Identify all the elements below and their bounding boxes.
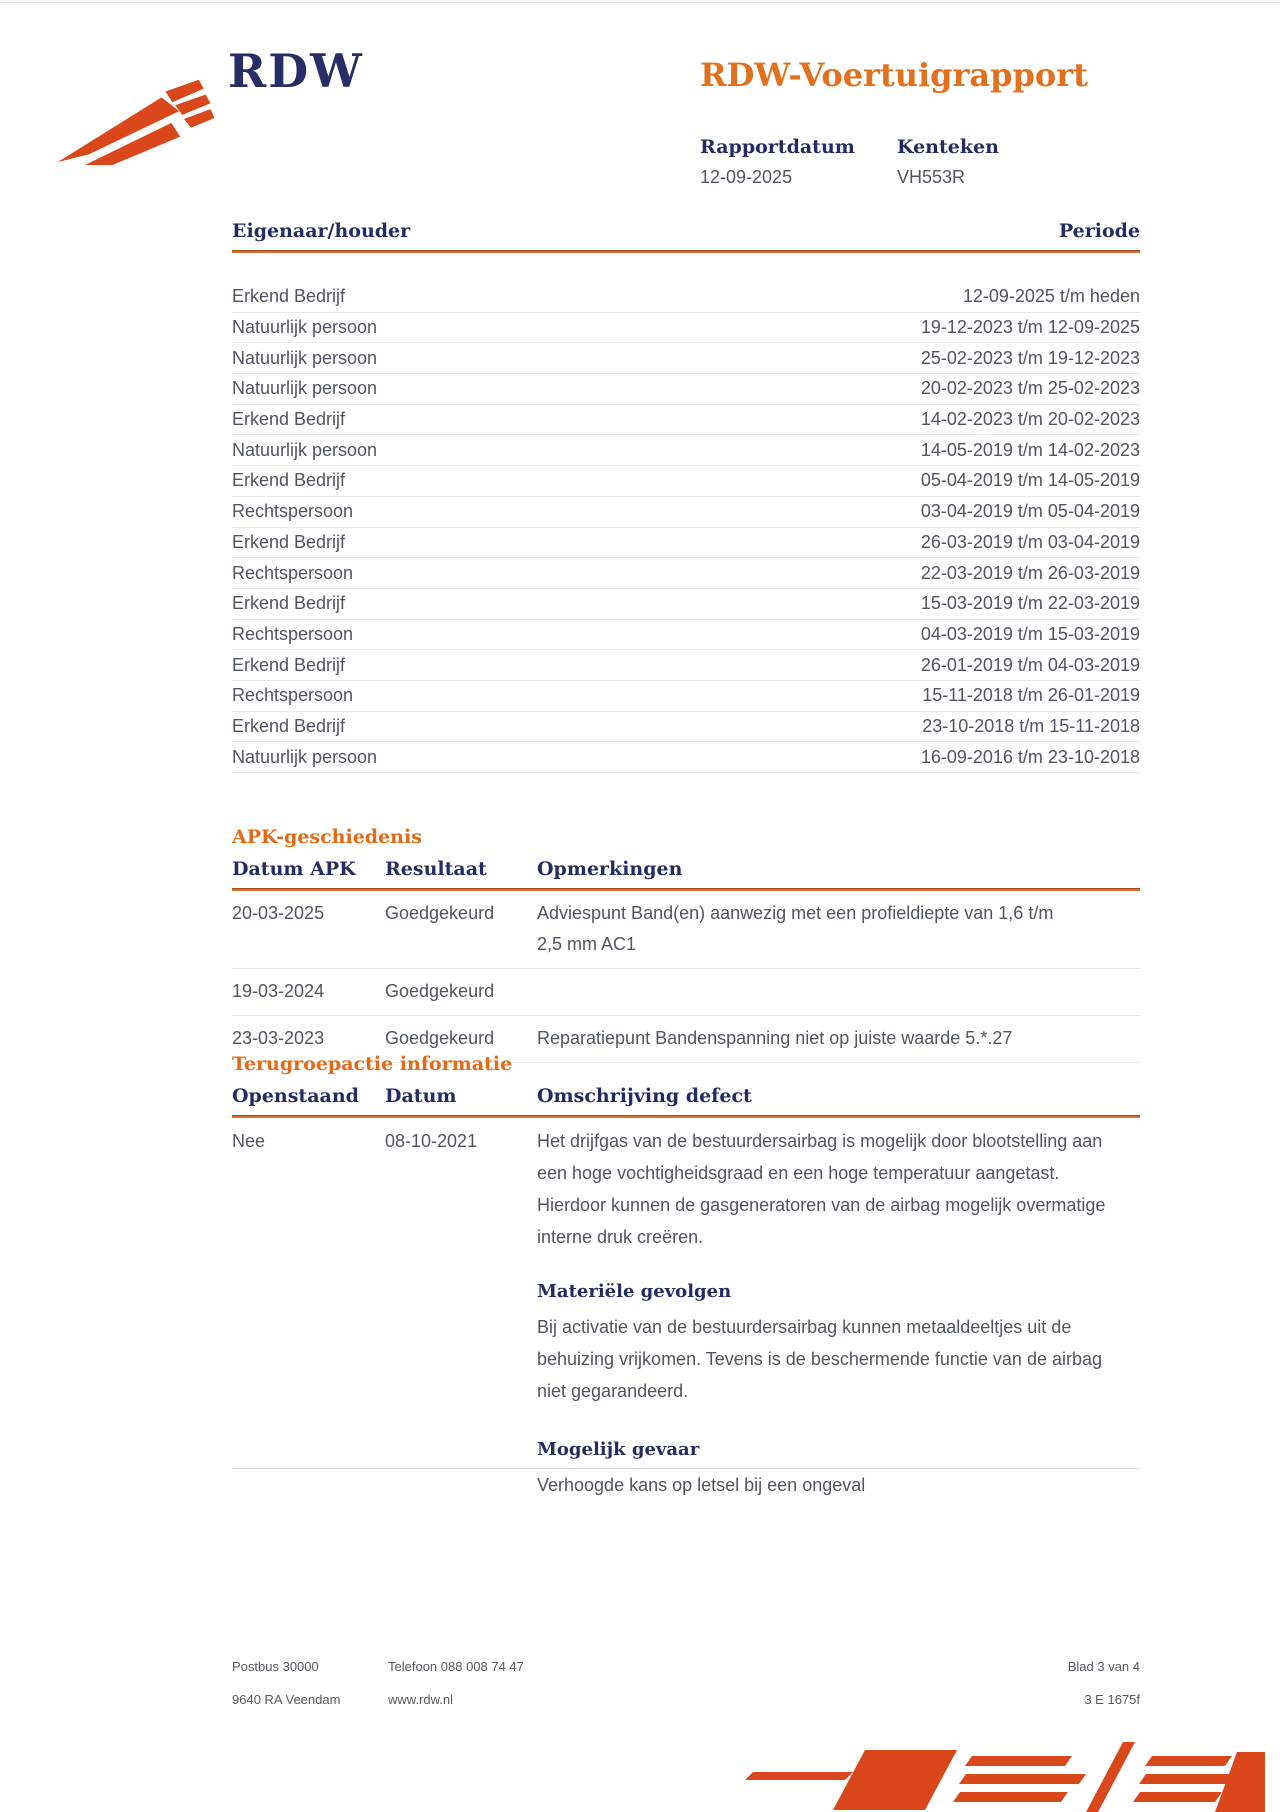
- recall-table-header: [232, 1085, 1140, 1107]
- owner-period: 15-03-2019 t/m 22-03-2019: [920, 593, 1140, 614]
- apk-section: [232, 826, 1140, 1063]
- recall-col-description: Omschrijving defect: [537, 1085, 752, 1107]
- owner-type: Rechtspersoon: [232, 685, 354, 706]
- rdw-wing-logo-icon: [55, 68, 223, 166]
- top-divider: [0, 2, 1280, 3]
- owner-section: [232, 220, 1140, 773]
- owner-period: 22-03-2019 t/m 26-03-2019: [920, 562, 1140, 583]
- owner-type: Erkend Bedrijf: [232, 409, 346, 430]
- report-date-label: Rapportdatum: [700, 136, 855, 158]
- owner-type: Natuurlijk persoon: [232, 746, 378, 767]
- owner-type: Erkend Bedrijf: [232, 593, 346, 614]
- recall-col-date: Datum: [385, 1085, 457, 1107]
- owner-type: Rechtspersoon: [232, 623, 354, 644]
- rdw-footer-stripes-icon: [745, 1740, 1265, 1812]
- owner-row: [232, 742, 1140, 773]
- owner-row: [232, 497, 1140, 528]
- apk-date: 20-03-2025: [232, 903, 325, 923]
- owner-type: Natuurlijk persoon: [232, 378, 378, 399]
- footer-phone: Telefoon 088 008 74 47: [388, 1659, 524, 1674]
- apk-col-date: Datum APK: [232, 858, 356, 880]
- apk-section-title: APK-geschiedenis: [232, 826, 422, 848]
- owner-period: 23-10-2018 t/m 15-11-2018: [922, 715, 1140, 736]
- owner-type: Erkend Bedrijf: [232, 470, 346, 491]
- apk-result: Goedgekeurd: [385, 1028, 495, 1048]
- apk-result: Goedgekeurd: [385, 981, 495, 1001]
- owner-type: Erkend Bedrijf: [232, 715, 346, 736]
- owner-period: 03-04-2019 t/m 05-04-2019: [920, 501, 1140, 522]
- owner-row: [232, 435, 1140, 466]
- apk-col-remarks: Opmerkingen: [537, 858, 683, 880]
- owner-type: Natuurlijk persoon: [232, 317, 378, 338]
- apk-remark: Reparatiepunt Bandenspanning niet op juiste waarde 5.*.27: [537, 1028, 1013, 1048]
- recall-open-value: Nee: [232, 1131, 266, 1151]
- recall-description-block: [537, 1125, 1127, 1501]
- section-rule: [232, 250, 1140, 253]
- owner-period: 04-03-2019 t/m 15-03-2019: [920, 623, 1140, 644]
- period-column-header: Periode: [1058, 220, 1140, 242]
- recall-defect-description: Het drijfgas van de bestuurdersairbag is mogelijk door blootstelling aan een hoge vochtigheidsgraad en een hoge temperatuur aangetast. Hierdoor kunnen de gasgeneratoren van de airbag mogelijk overmatige interne druk creëren.: [537, 1131, 1106, 1247]
- owner-period: 12-09-2025 t/m heden: [962, 286, 1140, 307]
- recall-section-title: Terugroepactie informatie: [232, 1053, 513, 1075]
- rdw-wordmark: RDW: [228, 44, 364, 98]
- owner-period: 14-02-2023 t/m 20-02-2023: [920, 409, 1140, 430]
- owner-type: Rechtspersoon: [232, 562, 354, 583]
- page-footer: [232, 1658, 1140, 1709]
- owner-period: 26-01-2019 t/m 04-03-2019: [920, 654, 1140, 675]
- owner-period: 16-09-2016 t/m 23-10-2018: [920, 746, 1140, 767]
- footer-address-line2: 9640 RA Veendam: [232, 1692, 341, 1707]
- owner-period: 25-02-2023 t/m 19-12-2023: [920, 347, 1140, 368]
- owner-row: [232, 528, 1140, 559]
- owner-section-title: Eigenaar/houder: [232, 220, 411, 242]
- recall-danger-title: Mogelijk gevaar: [537, 1439, 700, 1460]
- owner-period: 19-12-2023 t/m 12-09-2025: [920, 317, 1140, 338]
- apk-table: [232, 891, 1140, 1063]
- footer-website: www.rdw.nl: [388, 1692, 454, 1707]
- owner-row: [232, 405, 1140, 436]
- owner-row: [232, 650, 1140, 681]
- owner-type: Natuurlijk persoon: [232, 347, 378, 368]
- owner-period: 15-11-2018 t/m 26-01-2019: [922, 685, 1140, 706]
- recall-date-value: 08-10-2021: [385, 1131, 478, 1151]
- bottom-divider: [232, 1468, 1140, 1469]
- recall-danger-text: Verhoogde kans op letsel bij een ongeval: [537, 1475, 866, 1495]
- owner-period: 05-04-2019 t/m 14-05-2019: [920, 470, 1140, 491]
- footer-address-line1: Postbus 30000: [232, 1659, 319, 1674]
- owner-row: [232, 681, 1140, 712]
- owner-row: [232, 466, 1140, 497]
- apk-remark: Adviespunt Band(en) aanwezig met een profieldiepte van 1,6 t/m 2,5 mm AC1: [537, 903, 1054, 954]
- license-plate-value: VH553R: [897, 167, 966, 187]
- owner-period: 26-03-2019 t/m 03-04-2019: [920, 531, 1140, 552]
- report-date-value: 12-09-2025: [700, 167, 793, 187]
- recall-consequences-title: Materiële gevolgen: [537, 1281, 732, 1302]
- apk-result: Goedgekeurd: [385, 903, 495, 923]
- apk-row: [232, 969, 1140, 1016]
- owner-row: [232, 620, 1140, 651]
- owner-period: 14-05-2019 t/m 14-02-2023: [920, 439, 1140, 460]
- owner-type: Erkend Bedrijf: [232, 286, 346, 307]
- report-date-block: [700, 136, 855, 188]
- apk-table-header: [232, 858, 1140, 880]
- recall-consequences-text: Bij activatie van de bestuurdersairbag kunnen metaaldeeltjes uit de behuizing vrijkomen. Tevens is de beschermende functie van de airbag niet gegarandeerd.: [537, 1317, 1103, 1401]
- owner-row: [232, 374, 1140, 405]
- owner-row: [232, 343, 1140, 374]
- owner-table: [232, 282, 1140, 773]
- footer-page-indicator: Blad 3 van 4: [1067, 1659, 1140, 1674]
- owner-type: Natuurlijk persoon: [232, 439, 378, 460]
- apk-row: [232, 891, 1140, 969]
- license-plate-label: Kenteken: [897, 136, 999, 158]
- license-plate-block: [897, 136, 999, 188]
- recall-row: [232, 1118, 1140, 1501]
- owner-row: [232, 558, 1140, 589]
- apk-date: 23-03-2023: [232, 1028, 325, 1048]
- apk-col-result: Resultaat: [385, 858, 487, 880]
- recall-section: [232, 1053, 1140, 1501]
- apk-date: 19-03-2024: [232, 981, 325, 1001]
- owner-type: Rechtspersoon: [232, 501, 354, 522]
- owner-type: Erkend Bedrijf: [232, 531, 346, 552]
- page-title: RDW-Voertuigrapport: [700, 56, 1088, 94]
- owner-row: [232, 313, 1140, 344]
- recall-col-open: Openstaand: [232, 1085, 359, 1107]
- owner-period: 20-02-2023 t/m 25-02-2023: [920, 378, 1140, 399]
- owner-row: [232, 712, 1140, 743]
- owner-type: Erkend Bedrijf: [232, 654, 346, 675]
- owner-row: [232, 589, 1140, 620]
- footer-doc-code: 3 E 1675f: [1084, 1692, 1140, 1707]
- owner-row: [232, 282, 1140, 313]
- apk-remark: [537, 976, 1082, 1007]
